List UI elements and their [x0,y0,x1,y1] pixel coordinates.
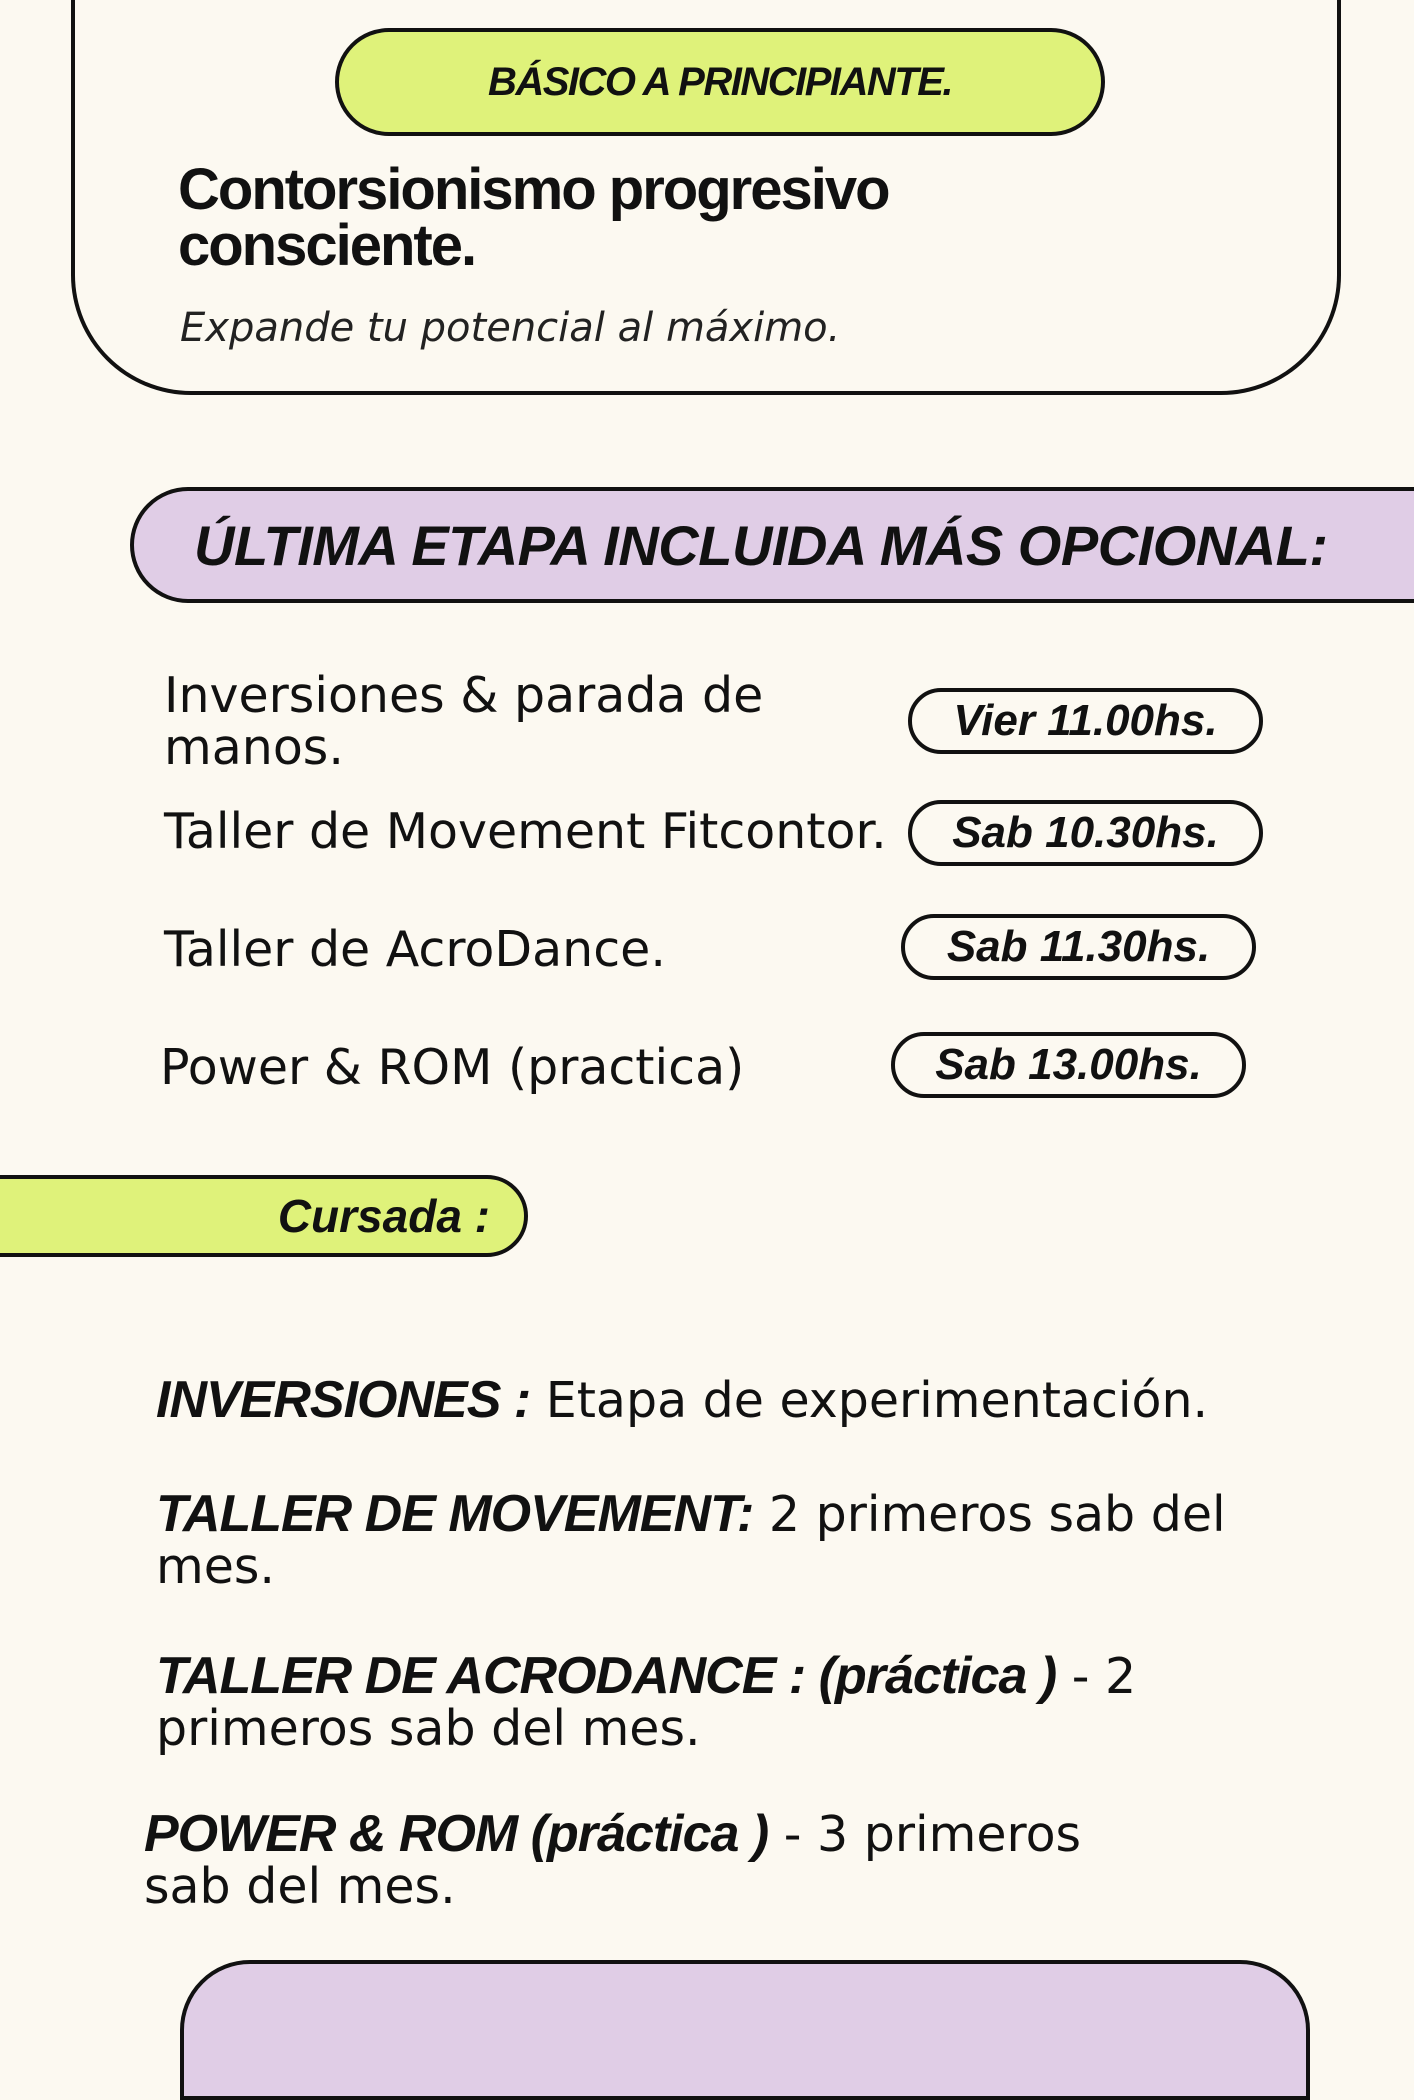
cursada-tab [0,1175,528,1257]
schedule-item-name-line1: Power & ROM (practica) [160,1039,745,1096]
detail-item [156,1647,1236,1757]
detail-label: TALLER DE ACRODANCE : (práctica ) [156,1647,1057,1705]
schedule-item-name-line2: manos. [164,719,344,776]
schedule-time-label: Sab 10.30hs. [952,808,1219,857]
schedule-item-name-line1: Taller de Movement Fitcontor. [164,803,887,860]
detail-text: - 2 primeros sab del mes. [156,1648,1137,1757]
detail-label: POWER & ROM (práctica ) [144,1805,769,1863]
course-title-line1: Contorsionismo progresivo [178,157,889,222]
schedule-time-label: Sab 11.30hs. [946,922,1211,971]
schedule-time-badge [891,1032,1246,1098]
level-badge-label: BÁSICO A PRINCIPIANTE. [487,59,953,104]
detail-text: - 3 primeros sab del mes. [144,1806,1082,1915]
schedule-time-badge [908,688,1263,754]
detail-item [156,1371,1306,1429]
course-tagline: Expande tu potencial al máximo. [180,305,841,351]
schedule-item-name [160,1039,745,1096]
level-badge [335,28,1105,136]
detail-label: TALLER DE MOVEMENT: [156,1485,754,1543]
schedule-item-name [164,803,887,860]
detail-label: INVERSIONES : [156,1371,531,1429]
section-header-title: ÚLTIMA ETAPA INCLUIDA MÁS OPCIONAL: [194,513,1328,577]
cursada-label: Cursada : [277,1190,490,1242]
section-header [130,487,1414,603]
detail-text: Etapa de experimentación. [530,1372,1209,1429]
schedule-item-name-line1: Taller de AcroDance. [164,921,666,978]
course-title [178,157,1078,278]
course-title-line2: consciente. [178,213,476,278]
schedule-time-badge [908,800,1263,866]
schedule-item-name [164,921,666,978]
schedule-time-label: Sab 13.00hs. [935,1040,1202,1089]
schedule-time-label: Vier 11.00hs. [953,696,1218,745]
detail-item [144,1805,1144,1915]
next-section-header [180,1960,1310,2100]
schedule-time-badge [901,914,1256,980]
schedule-item-name [164,667,864,776]
detail-item [156,1485,1286,1595]
schedule-item-name-line1: Inversiones & parada de [164,667,764,724]
detail-text: 2 primeros sab del mes. [156,1486,1226,1595]
